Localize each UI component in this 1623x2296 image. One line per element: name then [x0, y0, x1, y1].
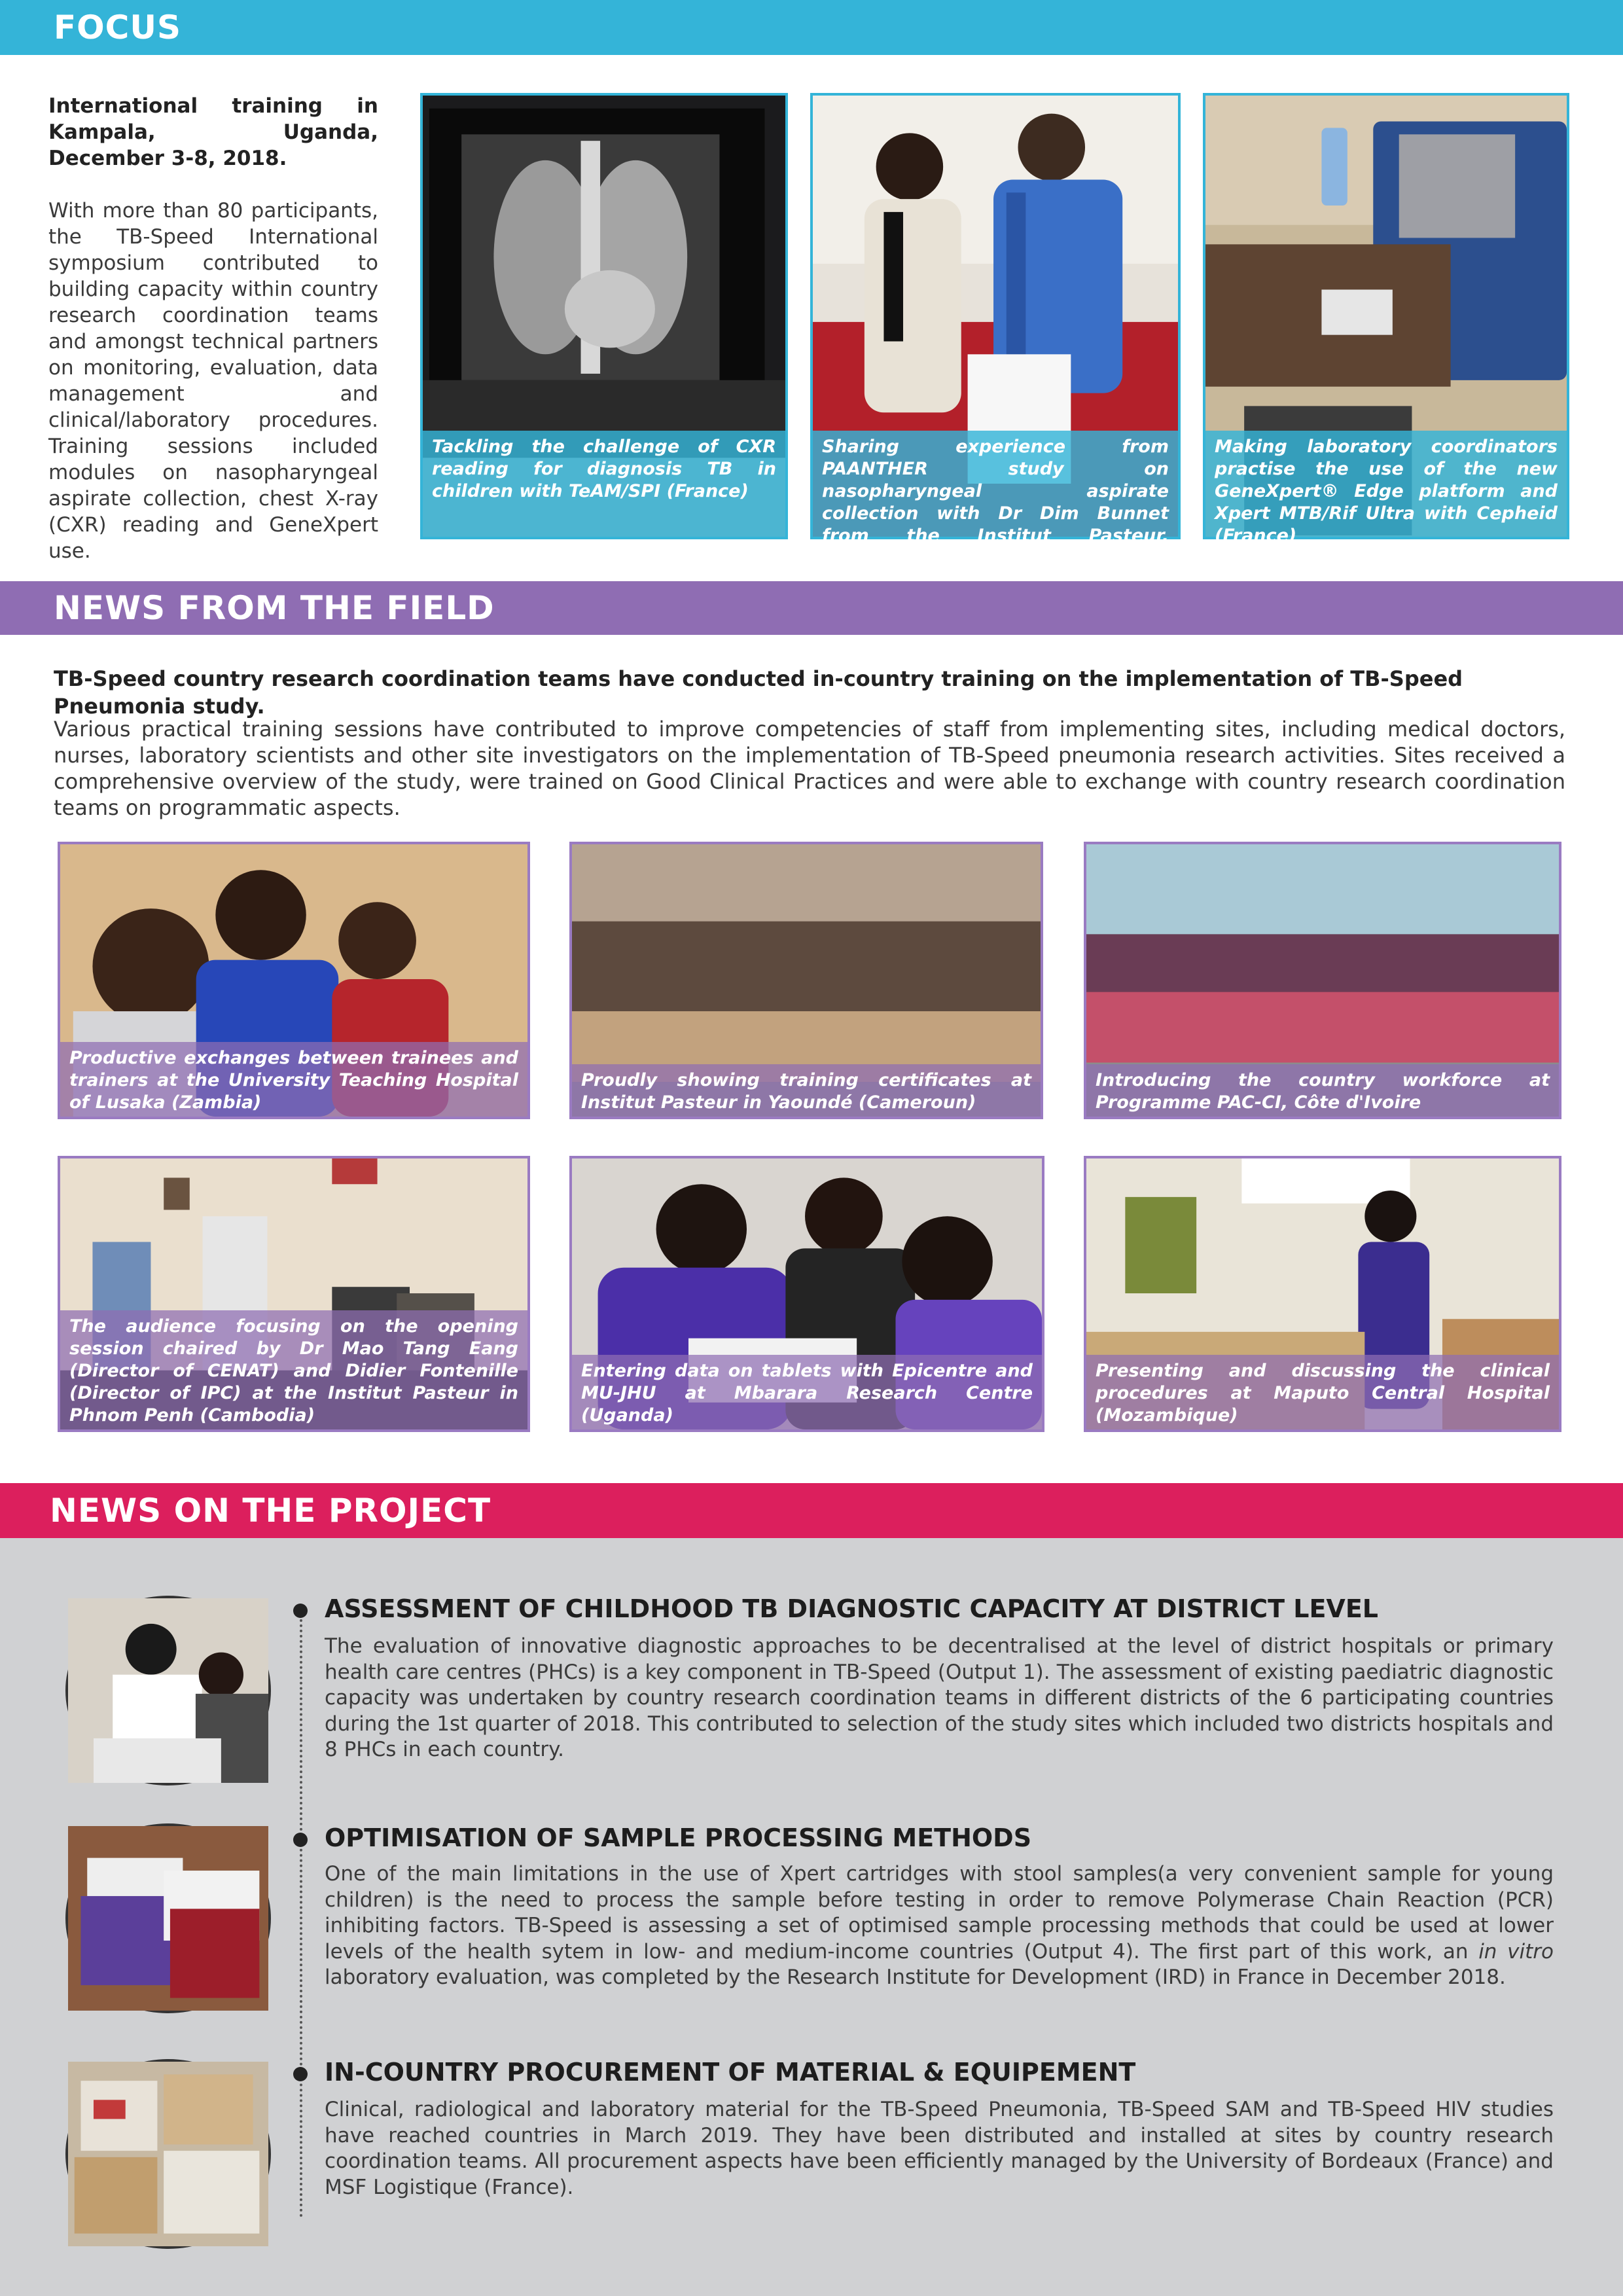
procurement-title: IN-COUNTRY PROCUREMENT OF MATERIAL & EQUIPEMENT: [325, 2058, 1136, 2087]
focus-section-header: [0, 0, 1623, 55]
news-field-section-header: [0, 581, 1623, 635]
focus-headline: International training in Kampala, Uganda, December 3-8, 2018.: [48, 94, 378, 170]
field-photo-pac-ci: [1084, 842, 1561, 1119]
equipment-boxes-photo: [68, 2062, 268, 2246]
timeline-dotted-line: [300, 1609, 302, 2217]
focus-heading: FOCUS: [54, 9, 181, 46]
assessment-title: ASSESSMENT OF CHILDHOOD TB DIAGNOSTIC CAPACITY AT DISTRICT LEVEL: [325, 1594, 1378, 1623]
field-photo-yaounde: [569, 842, 1043, 1119]
news-project-section-header: [0, 1483, 1623, 1538]
field-photo-caption-4: The audience focusing on the opening session chaired by Dr Mao Tang Eang (Director of CENAT) and Didier Fontenille (Director of IPC) at the Institut Pasteur in Phnom Penh (Cambodia): [60, 1310, 527, 1429]
sample-processing-body-part-1: One of the main limitations in the use of Xpert cartridges with stool samples(a very convenient sample for young children) is the need to process the sample before testing in order to remove Polymerase Chain Reaction (PCR) inhibiting factors. TB-Speed is assessing a set of optimised sample processing methods that could be used at lower levels of the health sytem in low- and medium-income countries (Output 4). The first part of this work, an: [325, 1862, 1554, 1964]
field-photo-caption-6: Presenting and discussing the clinical procedures at Maputo Central Hospital (Mozambique): [1086, 1355, 1559, 1429]
timeline-bullet-2: [293, 1833, 308, 1847]
field-photo-caption-2: Proudly showing training certificates at Institut Pasteur in Yaoundé (Cameroun): [572, 1064, 1041, 1117]
focus-photo-paanther: [810, 93, 1181, 568]
field-photo-phnom-penh: [58, 1156, 530, 1432]
focus-photo-caption-3: Making laboratory coordinators practise the use of the new GeneXpert® Edge platform and Xpert MTB/Rif Ultra with Cepheid (France): [1205, 431, 1567, 537]
field-photo-mbarara: [569, 1156, 1044, 1432]
focus-intro: [48, 93, 378, 564]
focus-photo-cxr: [420, 93, 788, 539]
news-project-heading: NEWS ON THE PROJECT: [50, 1492, 491, 1530]
focus-photo-genexpert: [1203, 93, 1569, 546]
timeline-bullet-1: [293, 1604, 308, 1618]
field-photo-lusaka: [58, 842, 530, 1119]
assessment-body: The evaluation of innovative diagnostic approaches to be decentralised at the level of district hospitals or primary health care centres (PHCs) is a key component in TB-Speed (Output 1). The assessment of existing paediatric diagnostic capacity was undertaken by country research coordination teams in different districts of the 6 participating countries during the 1st quarter of 2018. This contributed to selection of the study sites which included two districts hospitals and 8 PHCs in each country.: [325, 1634, 1554, 1761]
field-photo-caption-1: Productive exchanges between trainees and trainers at the University Teaching Hospital of Lusaka (Zambia): [60, 1042, 527, 1117]
field-photo-caption-5: Entering data on tablets with Epicentre and MU-JHU at Mbarara Research Centre (Uganda): [572, 1355, 1042, 1429]
sample-processing-body-italic: in vitro: [1478, 1939, 1554, 1964]
sample-processing-body-part-2: laboratory evaluation, was completed by the Research Institute for Development (IRD) in France in December 2018.: [325, 1965, 1506, 1989]
news-field-body: Various practical training sessions have contributed to improve competencies of staff from implementing sites, including medical doctors, nurses, laboratory scientists and other site investigators on the implementation of TB-Speed pneumonia research activities. Sites received a comprehensive overview of the study, were trained on Good Clinical Practices and were able to exchange with country research coordination teams on programmatic aspects.: [54, 717, 1565, 820]
field-photo-maputo: [1084, 1156, 1561, 1432]
news-field-headline: TB-Speed country research coordination teams have conducted in-country training on the implementation of TB-Speed Pneumonia study.: [54, 666, 1463, 719]
focus-body: With more than 80 participants, the TB-Speed International symposium contributed to building capacity within country research coordination teams and amongst technical partners on monitoring, evaluation, data management and clinical/laboratory procedures. Training sessions included modules on nasopharyngeal aspirate collection, chest X-ray (CXR) reading and GeneXpert use.: [48, 199, 378, 563]
sample-processing-circle-photo: [65, 1823, 271, 2013]
sample-processing-title: OPTIMISATION OF SAMPLE PROCESSING METHODS: [325, 1823, 1032, 1852]
focus-photo-caption-1: Tackling the challenge of CXR reading for diagnosis TB in children with TeAM/SPI (France): [423, 431, 785, 537]
procurement-body: Clinical, radiological and laboratory material for the TB-Speed Pneumonia, TB-Speed SAM and TB-Speed HIV studies have reached countries in March 2019. They have been distributed and installed at sites by country research coordination teams. All procurement aspects have been efficiently managed by the University of Bordeaux (France) and MSF Logistique (France).: [325, 2098, 1554, 2199]
focus-photo-caption-2: Sharing experience from PAANTHER study on nasopharyngeal aspirate collection with Dr Dim Bunnet from the Institut Pasteur, Cambodia: [813, 431, 1178, 537]
timeline-bullet-3: [293, 2067, 308, 2081]
news-field-heading: NEWS FROM THE FIELD: [54, 589, 495, 627]
assessment-circle-photo: [65, 1596, 271, 1785]
sample-processing-body: [325, 1861, 1554, 1991]
sample-tubes-photo: [68, 1826, 268, 2011]
district-assessment-photo: [68, 1598, 268, 1783]
procurement-circle-photo: [65, 2059, 271, 2249]
field-photo-caption-3: Introducing the country workforce at Programme PAC-CI, Côte d'Ivoire: [1086, 1064, 1559, 1117]
